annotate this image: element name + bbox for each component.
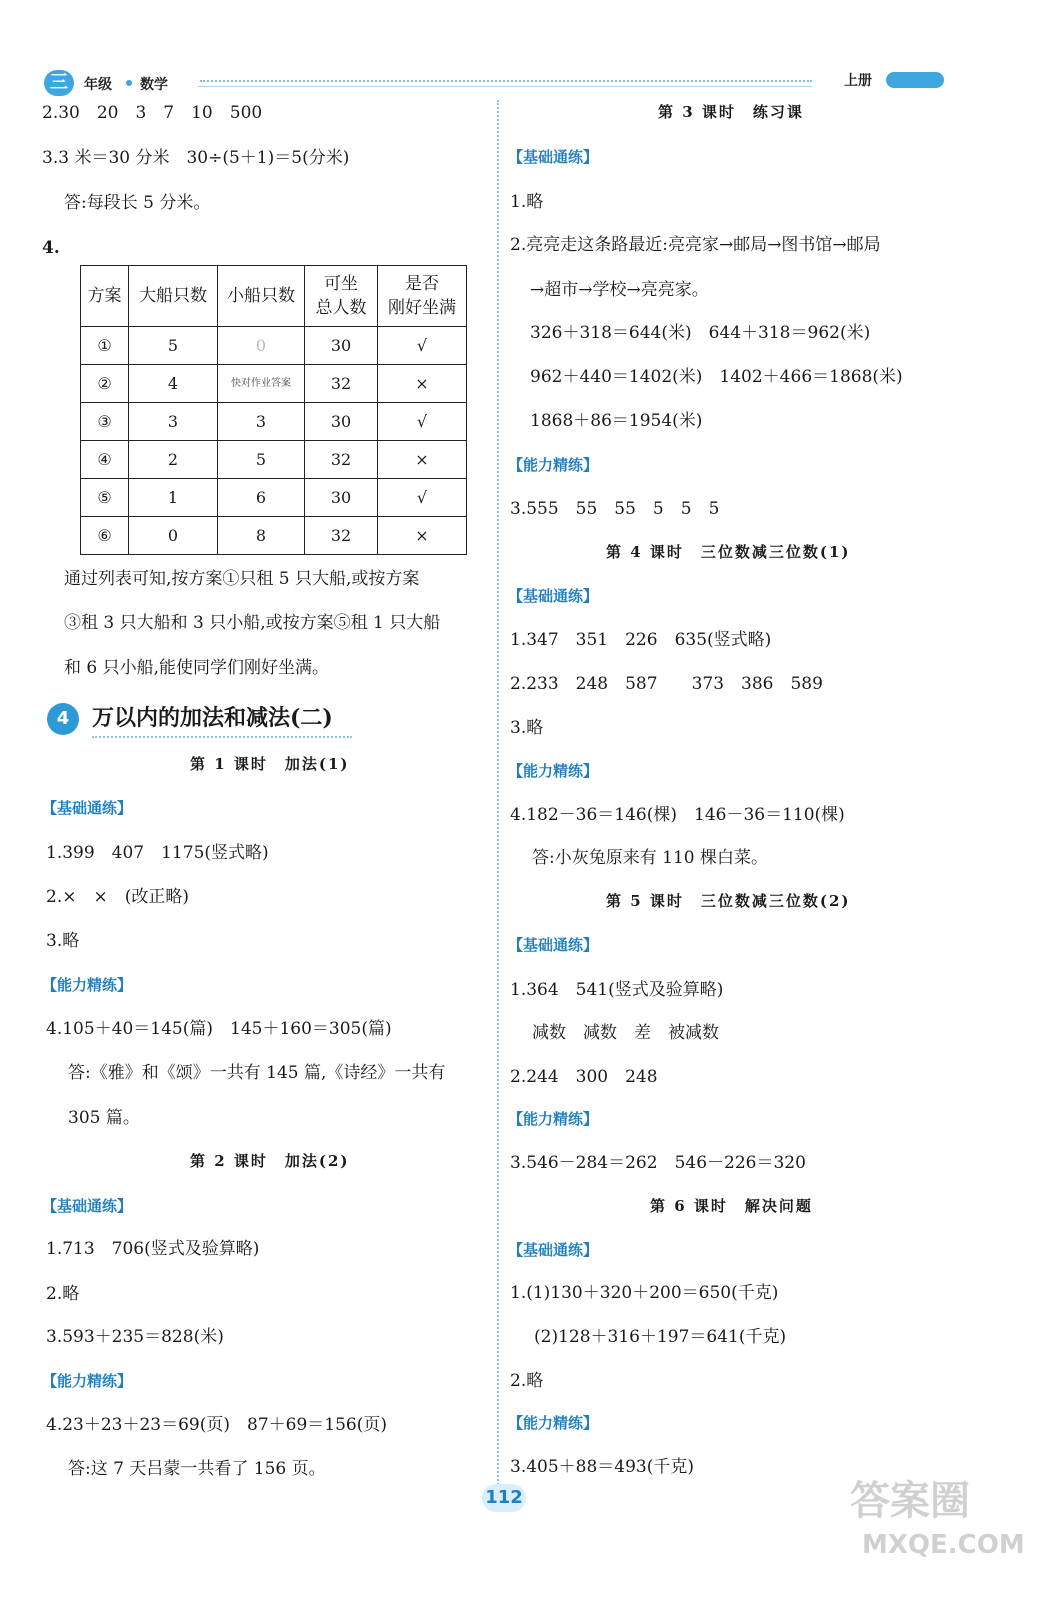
section-label-basic: 【基础通练】	[508, 936, 599, 954]
conclusion-line: 和 6 只小船,能使同学们刚好坐满。	[64, 658, 330, 678]
conclusion-line: 通过列表可知,按方案①只租 5 只大船,或按方案	[64, 569, 420, 589]
watermark-text: 快对作业答案	[218, 365, 305, 403]
answer-line: →超市→学校→亮亮家。	[530, 280, 709, 300]
column-divider	[497, 100, 499, 1500]
answer-line: 4.23＋23＋23＝69(页) 87＋69＝156(页)	[46, 1415, 387, 1435]
section-label-basic: 【基础通练】	[508, 1241, 599, 1259]
answer-line: 3.略	[46, 931, 80, 951]
section-label-ability: 【能力精练】	[508, 1414, 599, 1432]
header-rule-thin	[198, 86, 812, 87]
answer-line: (2)128＋316＋197＝641(千克)	[534, 1327, 787, 1347]
answer-line: 3.405＋88＝493(千克)	[510, 1457, 695, 1477]
table-header: 大船只数	[129, 266, 218, 327]
section-label-ability: 【能力精练】	[42, 1372, 133, 1390]
lesson-title: 第 4 课时 三位数减三位数(1)	[606, 543, 851, 561]
volume-label: 上册	[844, 73, 872, 89]
table-header: 是否 刚好坐满	[378, 266, 467, 327]
answer-line: 305 篇。	[68, 1108, 140, 1128]
section-label-ability: 【能力精练】	[42, 976, 133, 994]
answer-line: 1.略	[510, 192, 544, 212]
answer-line: 3.555 55 55 5 5 5	[510, 499, 720, 519]
grade-label: 年级	[84, 77, 112, 93]
answer-line: 2.233 248 587 373 386 589	[510, 674, 823, 694]
table-row: ⑥ 0 8 32 ×	[81, 517, 467, 555]
chapter-title: 万以内的加法和减法(二)	[92, 705, 333, 731]
page-number: 112	[482, 1484, 526, 1512]
table-row: ② 4 快对作业答案 32 ×	[81, 365, 467, 403]
table-row: ① 5 0 30 √	[81, 327, 467, 365]
grade-badge: 三	[44, 70, 74, 96]
answer-line: 3.593＋235＝828(米)	[46, 1327, 224, 1347]
section-label-ability: 【能力精练】	[508, 1110, 599, 1128]
chapter-underline	[92, 736, 352, 738]
answer-line: 1.399 407 1175(竖式略)	[46, 843, 269, 863]
answer-2: 2.30 20 3 7 10 500	[42, 103, 263, 123]
answer-line: 4.182－36＝146(棵) 146－36＝110(棵)	[510, 805, 845, 825]
answer-line: 1.(1)130＋320＋200＝650(千克)	[510, 1283, 779, 1303]
watermark-logo: 答案圈	[850, 1478, 970, 1524]
lesson-title: 第 2 课时 加法(2)	[190, 1152, 350, 1170]
table-row: ④ 2 5 32 ×	[81, 441, 467, 479]
answer-line: 2.244 300 248	[510, 1067, 658, 1087]
section-label-basic: 【基础通练】	[508, 587, 599, 605]
answer-line: 答:《雅》和《颂》一共有 145 篇,《诗经》一共有	[68, 1063, 446, 1083]
separator-dot-icon	[126, 80, 132, 86]
answer-line: 2.亮亮走这条路最近:亮亮家→邮局→图书馆→邮局	[510, 235, 881, 255]
table-header: 小船只数	[218, 266, 305, 327]
answer-line: 3.略	[510, 718, 544, 738]
subject-label: 数学	[140, 77, 168, 93]
answer-line: 答:这 7 天吕蒙一共看了 156 页。	[68, 1459, 326, 1479]
answer-line: 1.364 541(竖式及验算略)	[510, 980, 724, 1000]
answer-3: 3.3 米＝30 分米 30÷(5＋1)＝5(分米)	[42, 148, 350, 168]
answer-line: 4.105＋40＝145(篇) 145＋160＝305(篇)	[46, 1019, 392, 1039]
answer-line: 答:小灰兔原来有 110 棵白菜。	[532, 848, 768, 868]
answer-line: 1868＋86＝1954(米)	[530, 411, 703, 431]
answer-line: 2.略	[510, 1371, 544, 1391]
header-rule	[200, 80, 812, 82]
section-label-ability: 【能力精练】	[508, 762, 599, 780]
answer-line: 326＋318＝644(米) 644＋318＝962(米)	[530, 323, 871, 343]
section-label-basic: 【基础通练】	[508, 148, 599, 166]
answer-line: 2.× × (改正略)	[46, 887, 189, 907]
chapter-number-badge: 4	[47, 703, 79, 735]
table-header: 可坐 总人数	[305, 266, 378, 327]
lesson-title: 第 5 课时 三位数减三位数(2)	[606, 892, 851, 910]
watermark-url: MXQE.COM	[862, 1530, 1025, 1560]
conclusion-line: ③租 3 只大船和 3 只小船,或按方案⑤租 1 只大船	[64, 613, 441, 633]
plan-table	[80, 265, 467, 555]
answer-line: 962＋440＝1402(米) 1402＋466＝1868(米)	[530, 367, 903, 387]
answer-line: 减数 减数 差 被减数	[532, 1023, 719, 1043]
lesson-title: 第 1 课时 加法(1)	[190, 755, 350, 773]
table-row: ⑤ 1 6 30 √	[81, 479, 467, 517]
answer-line: 1.713 706(竖式及验算略)	[46, 1239, 260, 1259]
answer-3-reply: 答:每段长 5 分米。	[64, 193, 211, 213]
section-label-basic: 【基础通练】	[42, 799, 133, 817]
header-decoration	[886, 72, 944, 88]
section-label-ability: 【能力精练】	[508, 456, 599, 474]
answer-line: 1.347 351 226 635(竖式略)	[510, 630, 772, 650]
table-row: ③ 3 3 30 √	[81, 403, 467, 441]
lesson-title: 第 6 课时 解决问题	[650, 1197, 813, 1215]
answer-line: 2.略	[46, 1284, 80, 1304]
section-label-basic: 【基础通练】	[42, 1197, 133, 1215]
answer-4-number: 4.	[42, 238, 60, 258]
table-header: 方案	[81, 266, 129, 327]
answer-line: 3.546－284＝262 546－226＝320	[510, 1153, 806, 1173]
lesson-title: 第 3 课时 练习课	[658, 103, 804, 121]
